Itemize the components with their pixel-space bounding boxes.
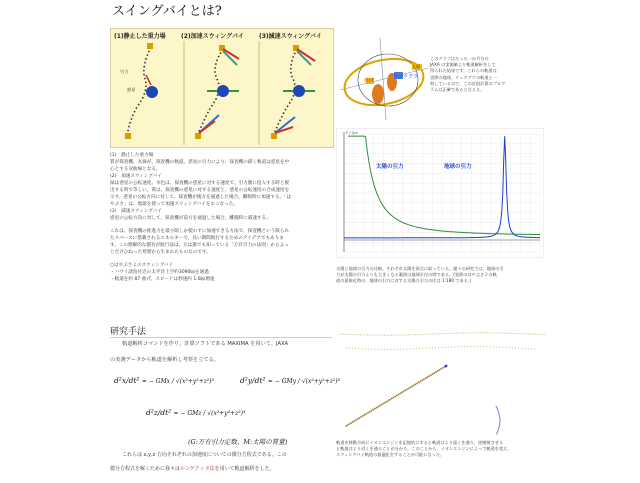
trajectory-dot xyxy=(374,408,376,410)
trajectory-dot xyxy=(497,409,498,410)
panel-title-decel: (3)減速スウィングバイ xyxy=(259,33,322,40)
trajectory-dot xyxy=(384,349,385,350)
eq-z-rhs: = − GMz / √(x²+y²+z²)³ xyxy=(173,410,246,417)
trajectory-dot xyxy=(357,418,359,420)
trajectory-dot xyxy=(490,346,491,347)
trajectory-dot xyxy=(463,333,464,334)
trajectory-dot xyxy=(352,334,353,335)
trajectory-dot xyxy=(520,333,521,334)
trajectory-dot xyxy=(498,411,499,412)
trajectory-dot xyxy=(358,348,359,349)
trajectory-dot xyxy=(483,346,484,347)
trajectory-dot xyxy=(379,335,380,336)
trajectory-dot xyxy=(469,332,470,333)
trajectory-dot xyxy=(454,346,455,347)
trajectory-dot xyxy=(346,348,347,349)
caption-line: 力が太陽の引力よりも大きくなる範囲は地球半径の間である。(実際のはやぶさ２の軌 xyxy=(336,272,497,278)
trajectory-dot xyxy=(475,332,476,333)
trajectory-dot xyxy=(493,346,494,347)
p1-line: 心とする双曲線となる。 xyxy=(110,167,161,172)
trajectory-dot xyxy=(502,333,503,334)
trajectory-dot xyxy=(509,347,510,348)
traj-caption-line: スウィングバイ軌道の最適化をすることが可能になった。 xyxy=(336,452,445,458)
probe-icon xyxy=(195,133,201,139)
note-line: このグラフはたった一か月分の xyxy=(430,56,489,61)
trajectory-dot xyxy=(467,346,468,347)
trajectory-dot xyxy=(499,427,500,428)
trajectory-dot xyxy=(418,381,420,383)
trajectory-dot xyxy=(460,333,461,334)
trajectory-dot xyxy=(421,379,423,381)
trajectory-dot xyxy=(528,348,529,349)
trajectory-dot xyxy=(514,333,515,334)
trajectory-dot xyxy=(499,333,500,334)
planet-icon xyxy=(146,86,158,98)
trajectory-dot xyxy=(426,348,427,349)
trajectory-dot xyxy=(436,333,437,334)
p2-line: やぶさ」は、地球を使って加速スウィングバイをおこなった。 xyxy=(110,202,238,207)
trajectory-dot xyxy=(454,333,455,334)
p4-line: たスペースに搭載されるエネルギーで、長い期間航行するためのアイデアでもありま xyxy=(110,236,284,241)
trajectory-dot xyxy=(499,347,500,348)
trajectory-dot xyxy=(413,384,415,386)
trajectory-dot xyxy=(374,349,375,350)
p3-head: (3) 減速スウィングバイ xyxy=(110,209,162,214)
method-line-1: 軌道解析コマンドを作り、計算ソフトである MAXIMA を用いて、JAXA xyxy=(122,341,289,347)
trajectory-dot xyxy=(497,408,498,409)
trajectory-dot xyxy=(389,399,391,401)
trajectory-dot xyxy=(439,333,440,334)
eq-z-lhs: d²z/dt² xyxy=(146,408,172,417)
trajectory-dot xyxy=(413,348,414,349)
trajectory-dot xyxy=(382,403,384,405)
trajectory-dot xyxy=(394,335,395,336)
label-planet: 惑星 xyxy=(127,87,136,92)
trajectory-dot xyxy=(378,349,379,350)
trajectory-dot xyxy=(435,347,436,348)
trajectory-dot xyxy=(472,332,473,333)
note-line: 致しているので、この近似計算のプログ xyxy=(430,80,506,86)
method-line-2: の実測データから軌道を解析し考察を立てる。 xyxy=(110,357,219,363)
trajectory-dot xyxy=(365,348,366,349)
trajectory-dot xyxy=(364,414,366,416)
trajectory-dot xyxy=(406,388,408,390)
trajectory-dot xyxy=(427,334,428,335)
equation-y xyxy=(240,376,340,385)
trajectory-caption xyxy=(336,440,546,459)
trajectory-dot xyxy=(523,333,524,334)
trajectory-dot xyxy=(502,347,503,348)
trajectory-dot xyxy=(512,347,513,348)
trajectory-dot xyxy=(484,332,485,333)
trajectory-dot xyxy=(499,422,500,423)
chart-caption xyxy=(336,266,546,285)
p1-line: 質が探査機。丸線が、探査機の軌道。惑星の引力により、探査機の描く軌道は惑星を中 xyxy=(110,160,290,165)
trajectory-dot xyxy=(396,395,398,397)
trajectory-dot xyxy=(346,334,347,335)
trajectory-dot xyxy=(448,347,449,348)
trajectory-dot xyxy=(470,346,471,347)
trajectory-dot xyxy=(499,415,500,416)
trajectory-dot xyxy=(534,349,535,350)
trajectory-dot xyxy=(428,375,430,377)
trajectory-dot xyxy=(352,421,354,423)
trajectory-dot xyxy=(391,335,392,336)
trajectory-dot xyxy=(365,413,367,415)
trajectory-dot xyxy=(352,348,353,349)
eq-x-rhs: = − GMx / √(x²+y²+z²)³ xyxy=(141,378,214,385)
panel-title-static: (1)静止した重力場 xyxy=(114,33,166,40)
trajectory-dot xyxy=(432,373,434,375)
trajectory-dot xyxy=(376,407,378,409)
trajectory-dot xyxy=(406,334,407,335)
trajectory-dot xyxy=(400,349,401,350)
eq-x-lhs: d²x/dt² xyxy=(114,376,140,385)
p4-line: これは、探査機の推進力を最小限しか使わずに加速できる方法で、探査機という限られ xyxy=(110,229,290,234)
trajectory-dot xyxy=(531,348,532,349)
trajectory-dot xyxy=(532,334,533,335)
bullet-item: ・軌道を約 87 曲げ、スピードは秒速約 1.6㎞増速 xyxy=(110,277,215,282)
trajectory-dot xyxy=(496,433,497,434)
trajectory-dot xyxy=(425,377,427,379)
orbit-diagram xyxy=(336,34,432,124)
trajectory-dot xyxy=(432,347,433,348)
note-line: 得られた結果です。これらの軌道は xyxy=(430,68,497,74)
trajectory-dot xyxy=(457,333,458,334)
trajectory-dot xyxy=(433,372,435,374)
trajectory-dot xyxy=(499,421,500,422)
trajectory-dot xyxy=(355,419,357,421)
p2-line: 緑は惑星の公転速度。水色は、探査機の惑星に対する速度で、引力圏に侵入する時と脱 xyxy=(110,181,290,186)
trajectory-dot xyxy=(393,397,395,399)
trajectory-dot xyxy=(497,431,498,432)
caption-line: 道の最接近時の、地球の引力に対する太陽の引力の比は 1:180 である。) xyxy=(336,278,472,284)
trajectory-dot xyxy=(437,370,439,372)
trajectory-dot xyxy=(451,346,452,347)
trajectory-dot xyxy=(499,417,500,418)
probe-icon xyxy=(125,133,131,139)
trajectory-dot xyxy=(496,332,497,333)
trajectory-dot xyxy=(464,346,465,347)
trajectory-dot xyxy=(544,334,545,335)
trajectory-dot xyxy=(350,422,352,424)
swingby-panels-svg xyxy=(111,29,333,147)
trajectory-dot xyxy=(343,334,344,335)
trajectory-dot xyxy=(498,413,499,414)
p4-line: とだけひねった発想から生まれたものなのです。 xyxy=(110,250,211,255)
trajectory-dot xyxy=(438,347,439,348)
trajectory-dot xyxy=(430,374,432,376)
trajectory-dot xyxy=(442,333,443,334)
equation-legend: (G:万有引力定数、M:太陽の質量) xyxy=(188,438,288,446)
trajectory-dot xyxy=(448,333,449,334)
p4-line: す。この理解的な題名が航行法は、元は誰でも知っている「万有引力の法則」からよっ xyxy=(110,243,289,248)
trajectory-dot xyxy=(480,346,481,347)
trajectory-dot xyxy=(499,418,500,419)
trajectory-dot xyxy=(429,348,430,349)
trajectory-dot xyxy=(458,346,459,347)
trajectory-dot xyxy=(498,412,499,413)
label-force: 引力 xyxy=(120,69,129,74)
p2-line: 示す。惑星の公転方向に対して、探査機が後方を通過した場合、離脱時に加速する。「は xyxy=(110,195,291,200)
traj-caption-line: と軌道はより近くを通ることが分かる。このことから、イオンエンジンによって軌道を変え、 xyxy=(336,446,512,452)
p2-head: (2) 加速スウィングバイ xyxy=(110,174,162,179)
trajectory-dot xyxy=(419,348,420,349)
trajectory-dot xyxy=(394,349,395,350)
trajectory-dot xyxy=(340,334,341,335)
force-chart xyxy=(336,128,544,258)
trajectory-dot xyxy=(354,420,356,422)
trajectory-dot xyxy=(355,334,356,335)
force-chart-svg xyxy=(336,128,544,258)
trajectory-dot xyxy=(426,376,428,378)
trajectory-dot xyxy=(372,409,374,411)
legend-earth: 地球の引力 xyxy=(444,164,472,170)
trajectory-dot xyxy=(525,348,526,349)
trajectory-dot xyxy=(499,419,500,420)
trajectory-dot xyxy=(408,387,410,389)
trajectory-dot xyxy=(535,334,536,335)
trajectory-dot xyxy=(373,335,374,336)
trajectory-dot xyxy=(416,348,417,349)
trajectory-dot xyxy=(415,334,416,335)
trajectory-dot xyxy=(345,425,347,427)
trajectory-dot xyxy=(410,386,412,388)
trajectory-dot xyxy=(403,391,405,393)
trajectory-dot xyxy=(367,412,369,414)
trajectory-dot xyxy=(515,348,516,349)
trajectory-dot xyxy=(442,347,443,348)
planet-icon xyxy=(293,85,305,97)
trajectory-dot xyxy=(382,335,383,336)
trajectory-dot xyxy=(497,432,498,433)
trajectory-dot xyxy=(538,334,539,335)
bullet-item: ・ハワイ諸島付近の太平洋上空約3090㎞を通過 xyxy=(110,270,209,275)
trajectory-dot xyxy=(497,410,498,411)
final-post: を用いて軌道解析をした。 xyxy=(214,466,275,472)
legend-sun: 太陽の引力 xyxy=(376,164,404,170)
panel-title-accel: (2)加速スウィングバイ xyxy=(181,33,244,40)
trajectory-dot xyxy=(361,334,362,335)
orbit-note xyxy=(430,56,540,93)
trajectory-dot xyxy=(518,348,519,349)
trajectory-dot xyxy=(421,334,422,335)
trajectory-dot xyxy=(367,334,368,335)
trajectory-dot xyxy=(370,335,371,336)
section-divider xyxy=(110,337,332,338)
trajectory-dot xyxy=(423,378,425,380)
eq-y-rhs: = − GMy / √(x²+y²+z²)³ xyxy=(267,378,340,385)
trajectory-dot xyxy=(349,334,350,335)
trajectory-dot xyxy=(371,410,373,412)
trajectory-dot xyxy=(474,346,475,347)
trajectory-dot xyxy=(496,347,497,348)
trajectory-dot xyxy=(416,382,418,384)
trajectory-dot xyxy=(522,348,523,349)
trajectory-dot xyxy=(394,396,396,398)
trajectory-dot xyxy=(362,415,364,417)
trajectory-dot xyxy=(496,406,497,407)
trajectory-dot xyxy=(424,334,425,335)
trajectory-dot xyxy=(499,423,500,424)
note-line: ラムは正確であると言える。 xyxy=(430,87,485,93)
trajectory-dot xyxy=(438,369,440,371)
trajectory-dot xyxy=(420,380,422,382)
trajectory-dot xyxy=(499,425,500,426)
trajectory-dot xyxy=(390,349,391,350)
probe-icon xyxy=(271,133,277,139)
trajectory-dot xyxy=(386,401,388,403)
trajectory-dot xyxy=(391,398,393,400)
trajectory-dot xyxy=(445,365,448,368)
trajectory-dot xyxy=(415,383,417,385)
sun-icon xyxy=(372,84,384,104)
eq-y-lhs: d²y/dt² xyxy=(240,376,266,385)
trajectory-dot xyxy=(498,429,499,430)
section-title: 研究手法 xyxy=(110,327,147,337)
trajectory-dot xyxy=(541,334,542,335)
trajectory-dot xyxy=(347,424,349,426)
trajectory-dot xyxy=(499,426,500,427)
trajectory-dot xyxy=(493,332,494,333)
trajectory-dot xyxy=(499,416,500,417)
planet-icon xyxy=(217,85,229,97)
final-pre: 微分方程式を解くために我々は xyxy=(110,466,181,472)
trajectory-dot xyxy=(360,416,362,418)
trajectory-dot xyxy=(362,348,363,349)
orbit-label-earth: 地球 xyxy=(364,78,375,84)
trajectory-dot xyxy=(418,334,419,335)
trajectory-dot xyxy=(505,333,506,334)
trajectory-dot xyxy=(388,335,389,336)
final-line-2 xyxy=(110,466,275,473)
trajectory-dot xyxy=(430,334,431,335)
trajectory-dot xyxy=(409,334,410,335)
final-line-1: これらは x,y,z 方向それぞれの加速度についての微分方程式である。この xyxy=(122,452,287,458)
trajectory-dot xyxy=(397,349,398,350)
trajectory-dot xyxy=(385,335,386,336)
bullets-head: ○はやぶさ２のスウィングバイ xyxy=(110,263,174,268)
trajectory-dot xyxy=(508,333,509,334)
trajectory-dot xyxy=(410,349,411,350)
trajectory-dot xyxy=(511,333,512,334)
equation-x xyxy=(114,376,214,385)
trajectory-dot xyxy=(387,349,388,350)
equation-z xyxy=(146,408,245,417)
trajectory-dot xyxy=(403,349,404,350)
trajectory-dot xyxy=(445,333,446,334)
trajectory-dot xyxy=(349,348,350,349)
trajectory-dot xyxy=(496,434,497,435)
trajectory-dot xyxy=(498,428,499,429)
trajectory-dot xyxy=(499,424,500,425)
trajectory-dot xyxy=(384,402,386,404)
orbit-label-sun: 太陽 xyxy=(412,64,420,69)
trajectory-dot xyxy=(404,390,406,392)
trajectory-dot xyxy=(498,430,499,431)
trajectory-dot xyxy=(379,405,381,407)
trajectory-dot xyxy=(435,371,437,373)
swingby-diagram xyxy=(110,28,334,148)
trajectory-dot xyxy=(526,333,527,334)
runge-kutta-highlight: ルンゲクッタ法 xyxy=(180,466,215,472)
trajectory-dot xyxy=(433,334,434,335)
trajectory-dot xyxy=(466,332,467,333)
trajectory-dot xyxy=(364,334,365,335)
trajectory-dot xyxy=(381,349,382,350)
page-title: スイングバイとは? xyxy=(112,4,222,19)
trajectory-dot xyxy=(451,333,452,334)
trajectory-plot xyxy=(336,326,546,438)
trajectory-dot xyxy=(529,334,530,335)
p2-line: 出する時で等しい。黄は、探査機の惑星に対する速度と、惑星の公転速度の合成速度を xyxy=(110,188,290,193)
p3-line: 惑星の公転方向に対して、探査機が前方を通過した場合、離脱時に減速する。 xyxy=(110,216,271,221)
trajectory-dot xyxy=(490,332,491,333)
probe-icon xyxy=(147,43,153,49)
y-axis-label: F / Gm xyxy=(346,131,358,135)
caption-line: 太陽と地球の引力の比較。それぞれ太陽を原点に取っている。縦々の研究では、地球の引 xyxy=(336,266,504,271)
trajectory-dot xyxy=(371,349,372,350)
trajectory-dot xyxy=(411,385,413,387)
trajectory-dot xyxy=(387,400,389,402)
trajectory-dot xyxy=(397,335,398,336)
trajectory-dot xyxy=(399,393,401,395)
trajectory-dot xyxy=(499,414,500,415)
trajectory-dot xyxy=(496,407,497,408)
trajectory-dot xyxy=(398,394,400,396)
trajectory-dot xyxy=(377,406,379,408)
trajectory-dot xyxy=(406,349,407,350)
traj-caption-line: 軌道を移動方向にイオンエンジンを記憶的にすると軌道はより遠くを通り、逆噴射させる xyxy=(336,440,504,445)
trajectory-dot xyxy=(376,335,377,336)
trajectory-dot xyxy=(477,346,478,347)
explanation-block xyxy=(110,152,332,283)
trajectory-dot xyxy=(461,346,462,347)
trajectory-dot xyxy=(355,348,356,349)
trajectory-dot xyxy=(359,417,361,419)
trajectory-dot xyxy=(412,334,413,335)
trajectory-dot xyxy=(381,404,383,406)
p1-head: (1) 静止した重力場 xyxy=(110,153,154,158)
trajectory-dot xyxy=(358,334,359,335)
trajectory-dot xyxy=(442,367,444,369)
trajectory-dot xyxy=(481,332,482,333)
trajectory-dot xyxy=(440,368,442,370)
trajectory-dot xyxy=(400,335,401,336)
trajectory-dot xyxy=(422,348,423,349)
trajectory-dot xyxy=(499,420,500,421)
trajectory-dot xyxy=(445,347,446,348)
trajectory-dot xyxy=(369,411,371,413)
trajectory-dot xyxy=(368,349,369,350)
trajectory-dot xyxy=(517,333,518,334)
trajectory-dot xyxy=(487,332,488,333)
note-line: 実際の地球、リュウグウの軌道と一 xyxy=(430,74,497,80)
trajectory-dot xyxy=(401,392,403,394)
trajectory-dot xyxy=(403,335,404,336)
trajectory-dot xyxy=(496,406,497,407)
orbit-label-ryugu: リュウグウ xyxy=(393,74,418,80)
note-line: JAXA の実測値より軌道解析をして xyxy=(430,62,496,68)
trajectory-dot xyxy=(348,423,350,425)
trajectory-dot xyxy=(478,332,479,333)
trajectory-dot xyxy=(506,347,507,348)
trajectory-dot xyxy=(486,346,487,347)
